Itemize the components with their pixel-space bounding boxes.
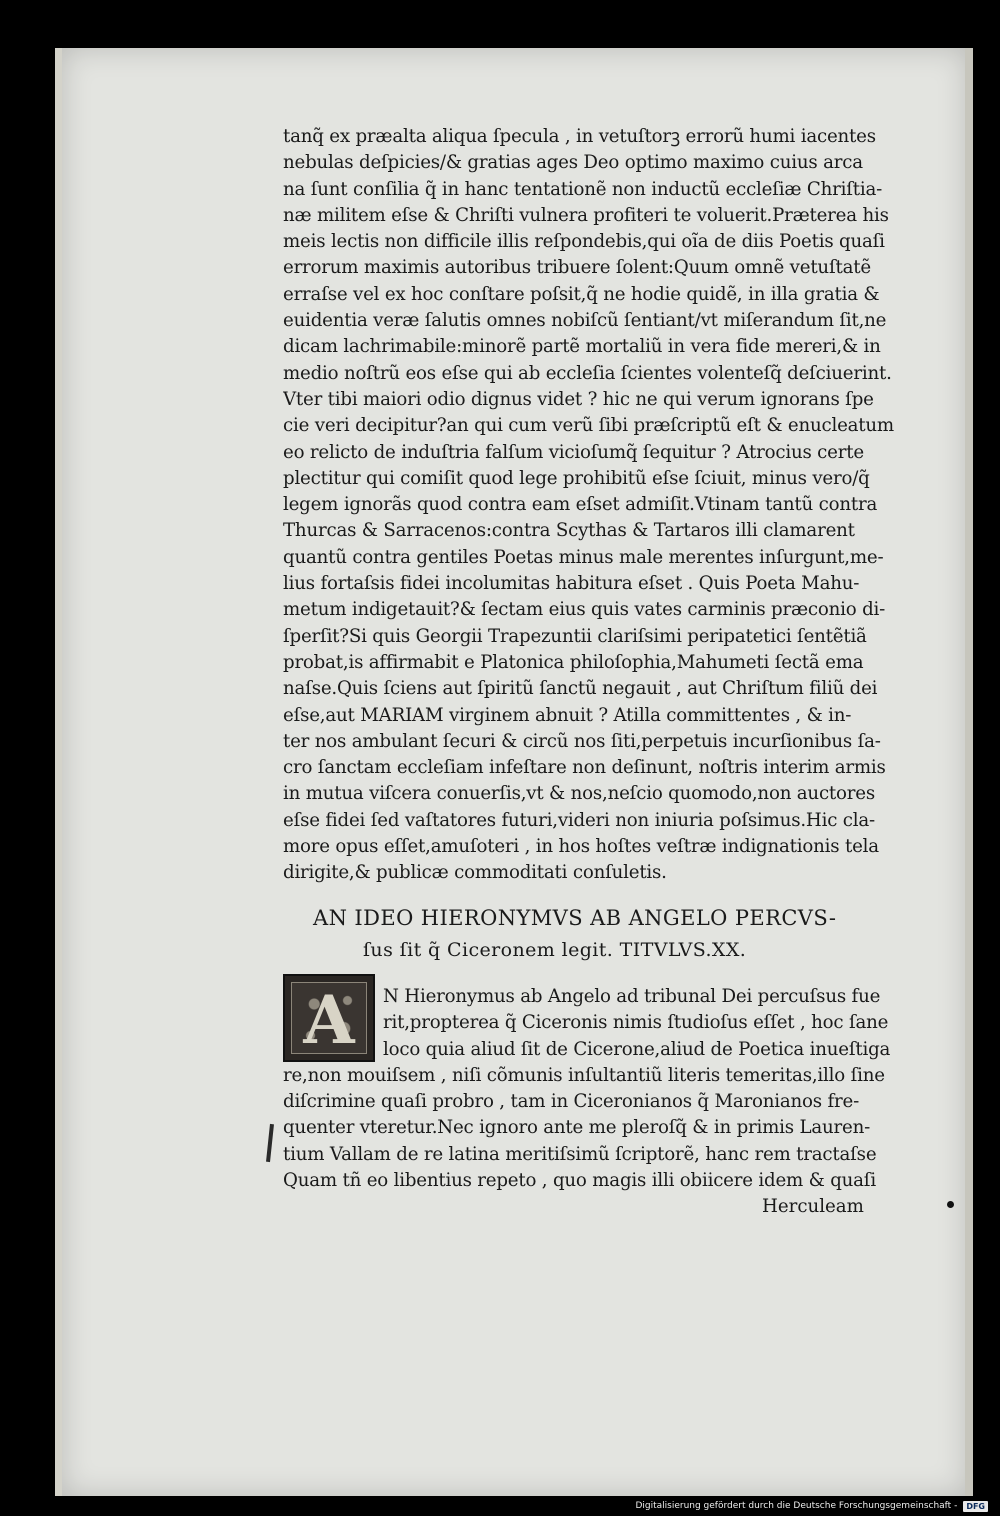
chapter-text-line: quenter vteretur.Nec ignoro ante me pleroſq̃ & in primis Lauren- (283, 1117, 871, 1139)
text-line: medio noſtrũ eos eſse qui ab eccleſia ſcientes volenteſq̃ deſciuerint. (283, 362, 892, 384)
text-line: probat,is affirmabit e Platonica philoſophia,Mahumeti ſectã ema (283, 651, 864, 673)
text-line: dirigite,& publicæ commoditati conſuletis. (283, 862, 667, 884)
text-line: nebulas deſpicies/& gratias ages Deo optimo maximo cuius arca (283, 152, 863, 174)
chapter-text-line: diſcrimine quaſi probro , tam in Ciceronianos q̃ Maronianos fre- (283, 1091, 860, 1113)
text-line: cro ſanctam eccleſiam infeſtare non deſinunt, noſtris interim armis (283, 757, 886, 779)
heading-line-2: ſus ſit q̃ Ciceronem legit. TITVLVS.XX. (363, 939, 747, 961)
text-line: tanq̃ ex præalta aliqua ſpecula , in vetuſtorꝫ errorũ humi iacentes (283, 126, 876, 147)
text-line: Vter tibi maiori odio dignus videt ? hic ne qui verum ignorans ſpe (283, 388, 874, 410)
chapter-text-line: Quam tñ eo libentius repeto , quo magis illi obiicere idem & quaſi (283, 1170, 876, 1192)
chapter-text-line: N Hieronymus ab Angelo ad tribunal Dei percuſsus fue (383, 986, 881, 1007)
text-line: lius fortaſsis fidei incolumitas habitura eſset . Quis Poeta Mahu- (283, 573, 860, 595)
text-line: quantũ contra gentiles Poetas minus male merentes inſurgunt,me- (283, 546, 884, 568)
heading-line-1: AN IDEO HIERONYMVS AB ANGELO PERCVS- (313, 906, 837, 930)
digitization-footer (635, 1500, 988, 1512)
chapter-text-line: loco quia aliud ſit de Cicerone,aliud de Poetica inueſtiga (383, 1038, 891, 1060)
text-line: ter nos ambulant ſecuri & circũ nos ſiti,perpetuis incurſionibus ſa- (283, 730, 881, 752)
page-left-edge (55, 48, 62, 1496)
initial-letter: A (303, 981, 355, 1059)
text-line: euidentia veræ ſalutis omnes nobiſcũ ſentiant/vt miſerandum ſit,ne (283, 310, 887, 332)
dfg-logo-icon: DFG (963, 1501, 988, 1512)
margin-dot (947, 1201, 954, 1208)
page-right-edge (965, 48, 973, 1496)
text-line: ſperſit?Si quis Georgii Trapezuntii clariſsimi peripatetici ſentẽtiã (283, 625, 867, 647)
text-line: in mutua viſcera conuerſis,vt & nos,neſcio quomodo,non auctores (283, 783, 875, 805)
main-text-block (283, 124, 943, 887)
text-line: eo relicto de induſtria falſum vicioſumq̃ ſequitur ? Atrocius certe (283, 441, 864, 463)
catchword: Herculeam (762, 1196, 864, 1217)
text-line: eſse,aut MARIAM virginem abnuit ? Atilla committentes , & in- (283, 704, 852, 726)
text-line: dicam lachrimabile:minorẽ partẽ mortaliũ in vera fide mereri,& in (283, 336, 881, 358)
chapter-text-line: tium Vallam de re latina meritiſsimũ ſcriptorẽ, hanc rem tractaſse (283, 1143, 877, 1165)
chapter-text-line: re,non mouiſsem , niſi cõmunis inſultantiũ literis temeritas,illo ſine (283, 1064, 885, 1086)
text-line: næ militem eſse & Chriſti vulnera profiteri te voluerit.Præterea his (283, 204, 889, 226)
text-line: more opus eſſet,amuſoteri , in hos hoſtes veſtræ indignationis tela (283, 836, 879, 858)
chapter-text-line: rit,propterea q̃ Ciceronis nimis ſtudioſus eſſet , hoc ſane (383, 1012, 889, 1034)
text-line: eſse fidei ſed vaſtatores futuri,videri non iniuria poſsimus.Hic cla- (283, 809, 875, 831)
text-line: Thurcas & Sarracenos:contra Scythas & Tartaros illi clamarent (283, 520, 855, 542)
text-line: plectitur qui comiſit quod lege prohibitũ eſse ſciuit, minus vero/q̃ (283, 467, 870, 489)
text-line: errorum maximis autoribus tribuere ſolent:Quum omnẽ vetuſtatẽ (283, 257, 871, 279)
text-line: cie veri decipitur?an qui cum verũ ſibi præſcriptũ eſt & enucleatum (283, 415, 894, 437)
chapter-text-block (283, 981, 943, 1194)
text-line: naſse.Quis ſciens aut ſpiritũ ſanctũ negauit , aut Chriſtum filiũ dei (283, 678, 878, 700)
text-line: meis lectis non difficile illis reſpondebis,qui oĩa de diis Poetis quaſi (283, 231, 885, 253)
footer-credit-text: Digitalisierung gefördert durch die Deutsche Forschungsgemeinschaft - (635, 1501, 958, 1511)
text-line: erraſse vel ex hoc conſtare poſsit,q̃ ne hodie quidẽ, in illa gratia & (283, 283, 880, 305)
text-line: legem ignorãs quod contra eam eſset admiſit.Vtinam tantũ contra (283, 494, 878, 516)
chapter-heading (313, 902, 953, 966)
text-line: metum indigetauit?& ſectam eius quis vates carminis præconio di- (283, 599, 886, 621)
text-line: na ſunt conſilia q̃ in hanc tentationẽ non inductũ eccleſiæ Chriſtia- (283, 178, 883, 200)
